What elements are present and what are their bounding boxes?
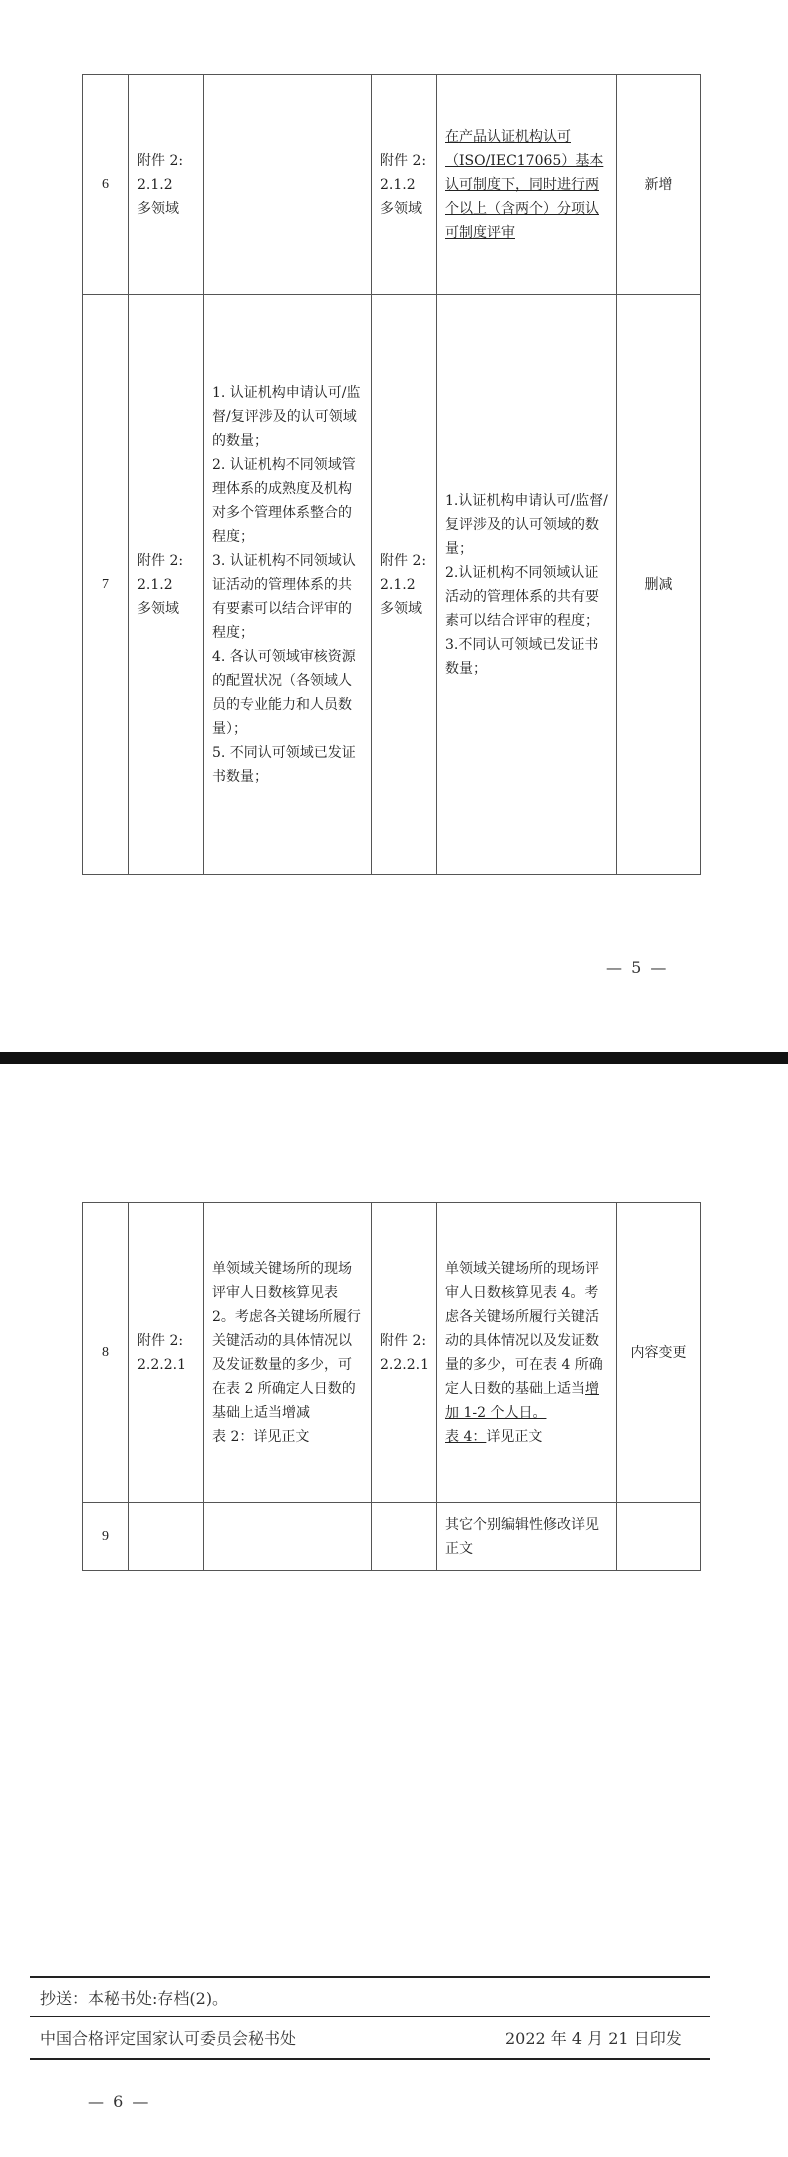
new-clause-ref [372, 1503, 437, 1571]
table-row [83, 295, 701, 875]
comparison-table-page-2 [82, 1202, 701, 1571]
footer-top-rule [30, 1976, 710, 1978]
change-type: 删减 [617, 295, 701, 875]
page-2 [0, 1064, 788, 2157]
page-separator [0, 1052, 788, 1064]
old-clause-ref: 附件 2: 2.2.2.1 [129, 1203, 204, 1503]
list-item: 3. 认证机构不同领域认证活动的管理体系的共有要素可以结合评审的程度； [212, 552, 356, 641]
page-1 [0, 0, 788, 1052]
row-number: 6 [83, 75, 129, 295]
row-number: 7 [83, 295, 129, 875]
old-content: 单领域关键场所的现场评审人日数核算见表 2。考虑各关键场所履行关键活动的具体情况以及发证数量的多少，可在表 2 所确定人日数的基础上适当增减 表 2：详见正文 [204, 1203, 372, 1503]
table-row [83, 1503, 701, 1571]
change-type [617, 1503, 701, 1571]
old-clause-ref: 附件 2: 2.1.2 多领域 [129, 75, 204, 295]
added-text: 增加 1-2 个人日。 [445, 1380, 599, 1421]
row-number: 9 [83, 1503, 129, 1571]
change-type: 内容变更 [617, 1203, 701, 1503]
list-item: 2.认证机构不同领域认证活动的管理体系的共有要素可以结合评审的程度； [445, 564, 599, 629]
list-item: 4. 各认可领域审核资源的配置状况（各领域人员的专业能力和人员数量）； [212, 648, 356, 737]
issuer: 中国合格评定国家认可委员会秘书处 [40, 2029, 297, 2048]
footer-middle-rule [30, 2016, 710, 2017]
cc-line: 抄送：本秘书处:存档(2)。 [40, 1989, 229, 2008]
old-clause-ref [129, 1503, 204, 1571]
new-content: 单领域关键场所的现场评审人日数核算见表 4。考虑各关键场所履行关键活动的具体情况以及发证数量的多少，可在表 4 所确定人日数的基础上适当增加 1-2 个人日。 表 4：详见正文 [437, 1203, 617, 1503]
list-item: 2. 认证机构不同领域管理体系的成熟度及机构对多个管理体系整合的程度； [212, 456, 356, 545]
footer-bottom-rule [30, 2058, 710, 2060]
table-row [83, 75, 701, 295]
change-type: 新增 [617, 75, 701, 295]
page-number: — 5 — [606, 958, 669, 977]
old-content [204, 75, 372, 295]
new-content: 在产品认证机构认可（ISO/IEC17065）基本认可制度下，同时进行两个以上（含两个）分项认可制度评审 [437, 75, 617, 295]
new-content: 其它个别编辑性修改详见正文 [437, 1503, 617, 1571]
issue-date: 2022 年 4 月 21 日印发 [505, 2029, 682, 2048]
row-number: 8 [83, 1203, 129, 1503]
page-number: — 6 — [88, 2092, 151, 2111]
comparison-table-page-1 [82, 74, 701, 875]
list-item: 1.认证机构申请认可/监督/复评涉及的认可领域的数量； [445, 492, 608, 557]
list-item: 1. 认证机构申请认可/监督/复评涉及的认可领域的数量； [212, 384, 361, 449]
table-row [83, 1203, 701, 1503]
new-clause-ref: 附件 2: 2.1.2 多领域 [372, 75, 437, 295]
list-item: 3.不同认可领域已发证书数量； [445, 636, 599, 677]
added-text: 表 4： [445, 1428, 487, 1445]
new-clause-ref: 附件 2: 2.1.2 多领域 [372, 295, 437, 875]
list-item: 5. 不同认可领域已发证书数量； [212, 744, 356, 785]
old-clause-ref: 附件 2: 2.1.2 多领域 [129, 295, 204, 875]
old-content [204, 295, 372, 875]
new-content [437, 295, 617, 875]
new-clause-ref: 附件 2: 2.2.2.1 [372, 1203, 437, 1503]
old-content [204, 1503, 372, 1571]
